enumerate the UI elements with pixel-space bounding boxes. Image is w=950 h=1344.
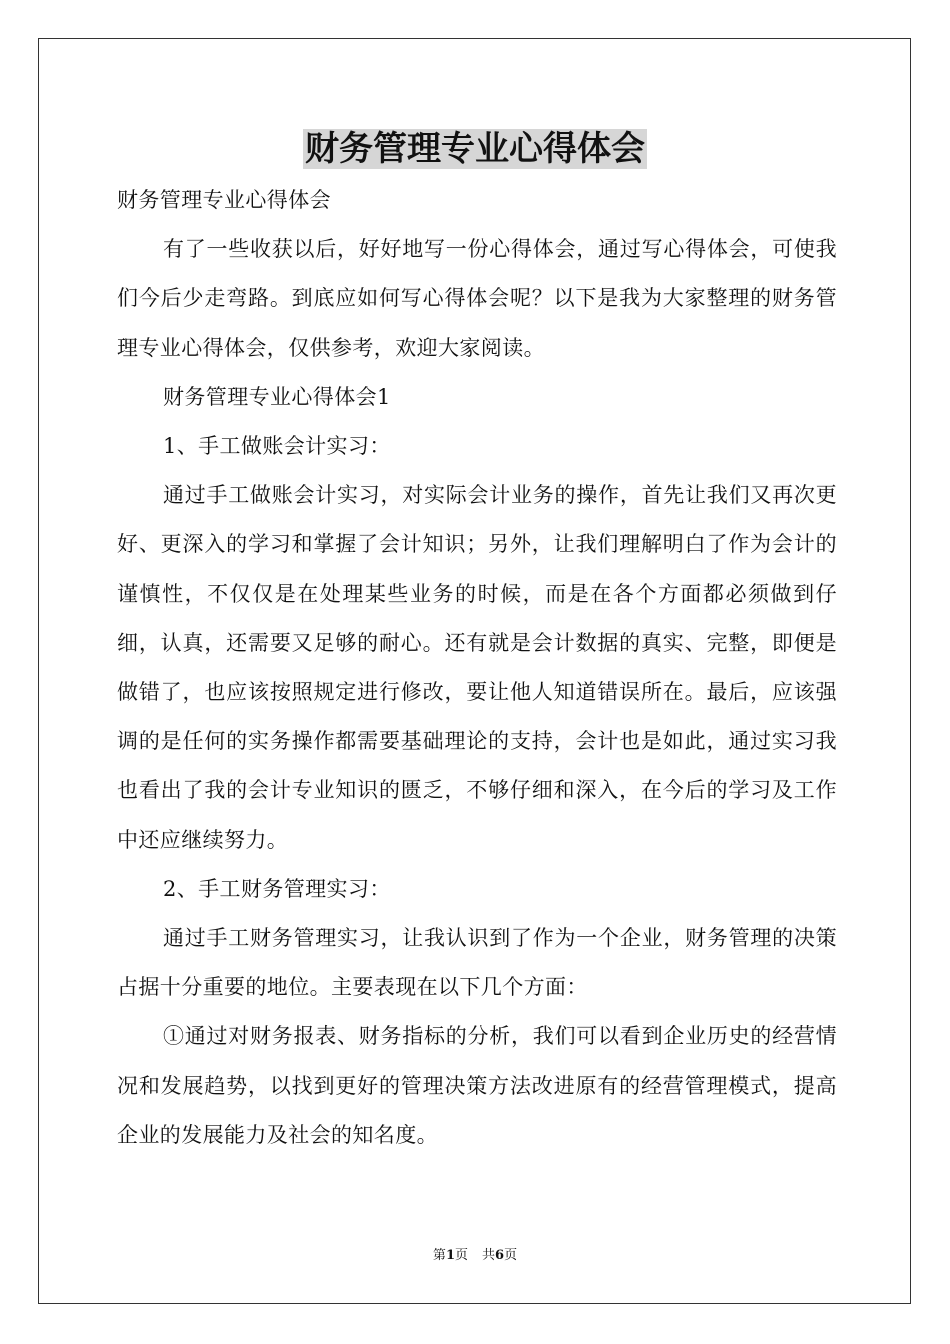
section-heading: 财务管理专业心得体会1 xyxy=(163,384,391,409)
total-prefix: 共 xyxy=(482,1248,496,1263)
body-paragraph-1: 通过手工做账会计实习，对实际会计业务的操作，首先让我们又再次更好、更深入的学习和掌握了会计知识；另外，让我们理解明白了作为会计的谨慎性，不仅仅是在处理某些业务的时候，而是在各个方面都必须做到仔细，认真，还需要又足够的耐心。还有就是会计数据的真实、完整，即便是做错了，也应该按照规定进行修改，要让他人知道错误所在。最后，应该强调的是任何的实务操作都需要基础理论的支持，会计也是如此，通过实习我也看出了我的会计专业知识的匮乏，不够仔细和深入，在今后的学习及工作中还应继续努力。 xyxy=(117,483,837,852)
page-footer xyxy=(0,1246,950,1266)
page-prefix: 第 xyxy=(432,1248,446,1263)
total-pages: 6 xyxy=(495,1248,505,1263)
total-suffix: 页 xyxy=(504,1248,518,1263)
body-paragraph-2: 通过手工财务管理实习，让我认识到了作为一个企业，财务管理的决策占据十分重要的地位。主要表现在以下几个方面： xyxy=(117,926,837,1000)
page-number: 1 xyxy=(445,1248,455,1263)
document-title xyxy=(0,126,950,172)
intro-paragraph: 有了一些收获以后，好好地写一份心得体会，通过写心得体会，可使我们今后少走弯路。到底应如何写心得体会呢？以下是我为大家整理的财务管理专业心得体会，仅供参考，欢迎大家阅读。 xyxy=(117,237,837,360)
document-title-text: 财务管理专业心得体会 xyxy=(305,129,645,169)
subsection-heading-1: 1、手工做账会计实习： xyxy=(163,434,391,459)
document-body xyxy=(117,176,837,1160)
page-suffix: 页 xyxy=(454,1248,468,1263)
subtitle-paragraph: 财务管理专业心得体会 xyxy=(117,188,331,212)
body-paragraph-3: ①通过对财务报表、财务指标的分析，我们可以看到企业历史的经营情况和发展趋势，以找到更好的管理决策方法改进原有的经营管理模式，提高企业的发展能力及社会的知名度。 xyxy=(117,1024,837,1147)
subsection-heading-2: 2、手工财务管理实习： xyxy=(163,876,391,901)
